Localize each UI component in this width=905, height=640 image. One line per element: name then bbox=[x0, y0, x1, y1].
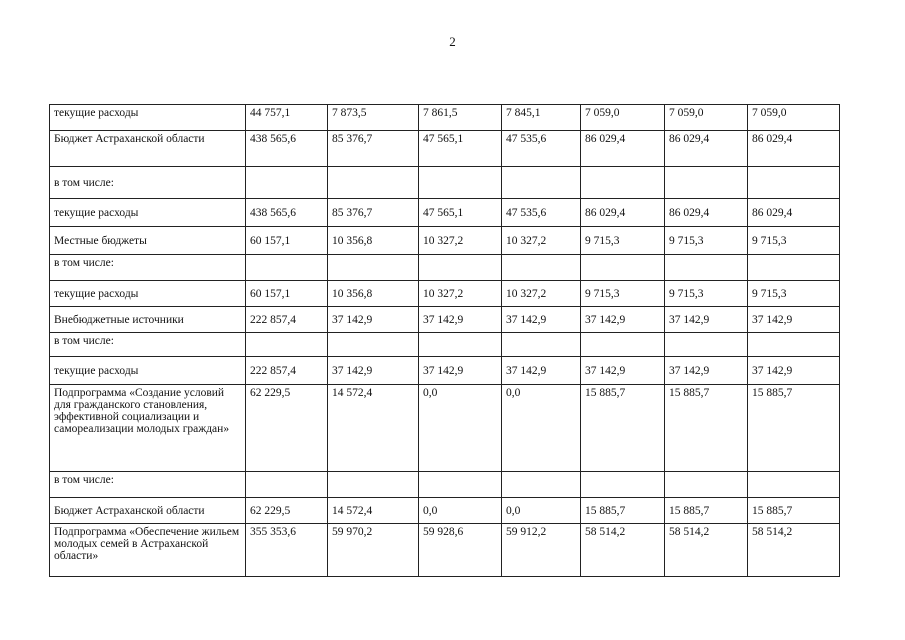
cell-value bbox=[748, 472, 840, 498]
cell-value bbox=[502, 167, 581, 199]
cell-value: 10 356,8 bbox=[328, 281, 419, 307]
cell-value: 438 565,6 bbox=[246, 131, 328, 167]
cell-value: 59 928,6 bbox=[419, 524, 502, 577]
cell-value bbox=[502, 255, 581, 281]
table-row bbox=[50, 281, 840, 307]
cell-value bbox=[748, 255, 840, 281]
row-label: Внебюджетные источники bbox=[50, 307, 246, 333]
cell-value: 37 142,9 bbox=[581, 307, 665, 333]
cell-value bbox=[748, 333, 840, 357]
row-label: в том числе: bbox=[50, 333, 246, 357]
cell-value: 15 885,7 bbox=[748, 498, 840, 524]
row-label: текущие расходы bbox=[50, 281, 246, 307]
table-row bbox=[50, 167, 840, 199]
cell-value bbox=[328, 255, 419, 281]
cell-value: 37 142,9 bbox=[665, 307, 748, 333]
cell-value: 47 565,1 bbox=[419, 199, 502, 227]
cell-value bbox=[581, 333, 665, 357]
cell-value: 47 535,6 bbox=[502, 131, 581, 167]
row-label: текущие расходы bbox=[50, 199, 246, 227]
budget-table bbox=[49, 104, 840, 577]
cell-value bbox=[581, 167, 665, 199]
row-label: Бюджет Астраханской области bbox=[50, 498, 246, 524]
cell-value: 37 142,9 bbox=[328, 307, 419, 333]
cell-value bbox=[665, 333, 748, 357]
cell-value: 15 885,7 bbox=[581, 385, 665, 472]
cell-value bbox=[246, 167, 328, 199]
cell-value: 14 572,4 bbox=[328, 498, 419, 524]
cell-value: 7 845,1 bbox=[502, 105, 581, 131]
cell-value: 9 715,3 bbox=[665, 227, 748, 255]
row-label: Подпрограмма «Создание условий для гражданского становления, эффективной социализации и самореализации молодых граждан» bbox=[50, 385, 246, 472]
cell-value bbox=[502, 472, 581, 498]
cell-value: 438 565,6 bbox=[246, 199, 328, 227]
cell-value: 62 229,5 bbox=[246, 385, 328, 472]
cell-value bbox=[665, 167, 748, 199]
row-label: Бюджет Астраханской области bbox=[50, 131, 246, 167]
row-label: в том числе: bbox=[50, 472, 246, 498]
table-row bbox=[50, 472, 840, 498]
cell-value: 10 356,8 bbox=[328, 227, 419, 255]
cell-value: 37 142,9 bbox=[328, 357, 419, 385]
cell-value: 59 912,2 bbox=[502, 524, 581, 577]
cell-value: 37 142,9 bbox=[581, 357, 665, 385]
cell-value bbox=[581, 255, 665, 281]
page-number: 2 bbox=[449, 34, 456, 49]
cell-value: 7 873,5 bbox=[328, 105, 419, 131]
cell-value: 60 157,1 bbox=[246, 281, 328, 307]
cell-value: 9 715,3 bbox=[581, 281, 665, 307]
cell-value: 47 535,6 bbox=[502, 199, 581, 227]
cell-value bbox=[665, 472, 748, 498]
cell-value: 37 142,9 bbox=[748, 357, 840, 385]
cell-value bbox=[419, 333, 502, 357]
cell-value: 9 715,3 bbox=[748, 281, 840, 307]
row-label: Местные бюджеты bbox=[50, 227, 246, 255]
cell-value: 7 059,0 bbox=[748, 105, 840, 131]
cell-value: 7 059,0 bbox=[581, 105, 665, 131]
cell-value: 62 229,5 bbox=[246, 498, 328, 524]
cell-value: 37 142,9 bbox=[665, 357, 748, 385]
cell-value: 222 857,4 bbox=[246, 357, 328, 385]
cell-value bbox=[419, 472, 502, 498]
cell-value bbox=[328, 333, 419, 357]
cell-value bbox=[328, 472, 419, 498]
cell-value bbox=[665, 255, 748, 281]
row-label: Подпрограмма «Обеспечение жильем молодых семей в Астраханской области» bbox=[50, 524, 246, 577]
cell-value: 86 029,4 bbox=[748, 131, 840, 167]
cell-value bbox=[246, 333, 328, 357]
cell-value bbox=[748, 167, 840, 199]
table-row bbox=[50, 255, 840, 281]
cell-value: 7 059,0 bbox=[665, 105, 748, 131]
cell-value: 58 514,2 bbox=[581, 524, 665, 577]
cell-value: 9 715,3 bbox=[748, 227, 840, 255]
cell-value: 85 376,7 bbox=[328, 131, 419, 167]
cell-value: 14 572,4 bbox=[328, 385, 419, 472]
table-row bbox=[50, 524, 840, 577]
cell-value: 9 715,3 bbox=[581, 227, 665, 255]
cell-value bbox=[328, 167, 419, 199]
cell-value: 86 029,4 bbox=[665, 131, 748, 167]
cell-value: 44 757,1 bbox=[246, 105, 328, 131]
cell-value bbox=[419, 167, 502, 199]
cell-value bbox=[246, 255, 328, 281]
cell-value: 7 861,5 bbox=[419, 105, 502, 131]
cell-value: 10 327,2 bbox=[502, 281, 581, 307]
table-row bbox=[50, 105, 840, 131]
table-row bbox=[50, 357, 840, 385]
cell-value: 37 142,9 bbox=[502, 307, 581, 333]
cell-value: 86 029,4 bbox=[665, 199, 748, 227]
cell-value: 0,0 bbox=[502, 498, 581, 524]
cell-value: 10 327,2 bbox=[419, 227, 502, 255]
cell-value: 37 142,9 bbox=[748, 307, 840, 333]
cell-value bbox=[419, 255, 502, 281]
cell-value bbox=[246, 472, 328, 498]
cell-value: 10 327,2 bbox=[502, 227, 581, 255]
cell-value: 9 715,3 bbox=[665, 281, 748, 307]
table-row bbox=[50, 227, 840, 255]
cell-value: 10 327,2 bbox=[419, 281, 502, 307]
table-row bbox=[50, 385, 840, 472]
cell-value bbox=[581, 472, 665, 498]
cell-value: 355 353,6 bbox=[246, 524, 328, 577]
cell-value: 60 157,1 bbox=[246, 227, 328, 255]
cell-value: 15 885,7 bbox=[581, 498, 665, 524]
cell-value: 85 376,7 bbox=[328, 199, 419, 227]
cell-value: 0,0 bbox=[419, 385, 502, 472]
table-row bbox=[50, 131, 840, 167]
cell-value: 47 565,1 bbox=[419, 131, 502, 167]
table-row bbox=[50, 199, 840, 227]
cell-value: 86 029,4 bbox=[581, 199, 665, 227]
table-row bbox=[50, 307, 840, 333]
table-row bbox=[50, 333, 840, 357]
table-row bbox=[50, 498, 840, 524]
cell-value: 0,0 bbox=[419, 498, 502, 524]
row-label: текущие расходы bbox=[50, 105, 246, 131]
cell-value: 86 029,4 bbox=[748, 199, 840, 227]
cell-value: 15 885,7 bbox=[665, 498, 748, 524]
cell-value: 59 970,2 bbox=[328, 524, 419, 577]
cell-value: 37 142,9 bbox=[419, 357, 502, 385]
row-label: в том числе: bbox=[50, 167, 246, 199]
cell-value: 86 029,4 bbox=[581, 131, 665, 167]
cell-value: 222 857,4 bbox=[246, 307, 328, 333]
cell-value: 58 514,2 bbox=[748, 524, 840, 577]
cell-value: 37 142,9 bbox=[419, 307, 502, 333]
cell-value: 15 885,7 bbox=[748, 385, 840, 472]
cell-value: 15 885,7 bbox=[665, 385, 748, 472]
row-label: текущие расходы bbox=[50, 357, 246, 385]
cell-value: 0,0 bbox=[502, 385, 581, 472]
cell-value: 58 514,2 bbox=[665, 524, 748, 577]
cell-value bbox=[502, 333, 581, 357]
row-label: в том числе: bbox=[50, 255, 246, 281]
cell-value: 37 142,9 bbox=[502, 357, 581, 385]
